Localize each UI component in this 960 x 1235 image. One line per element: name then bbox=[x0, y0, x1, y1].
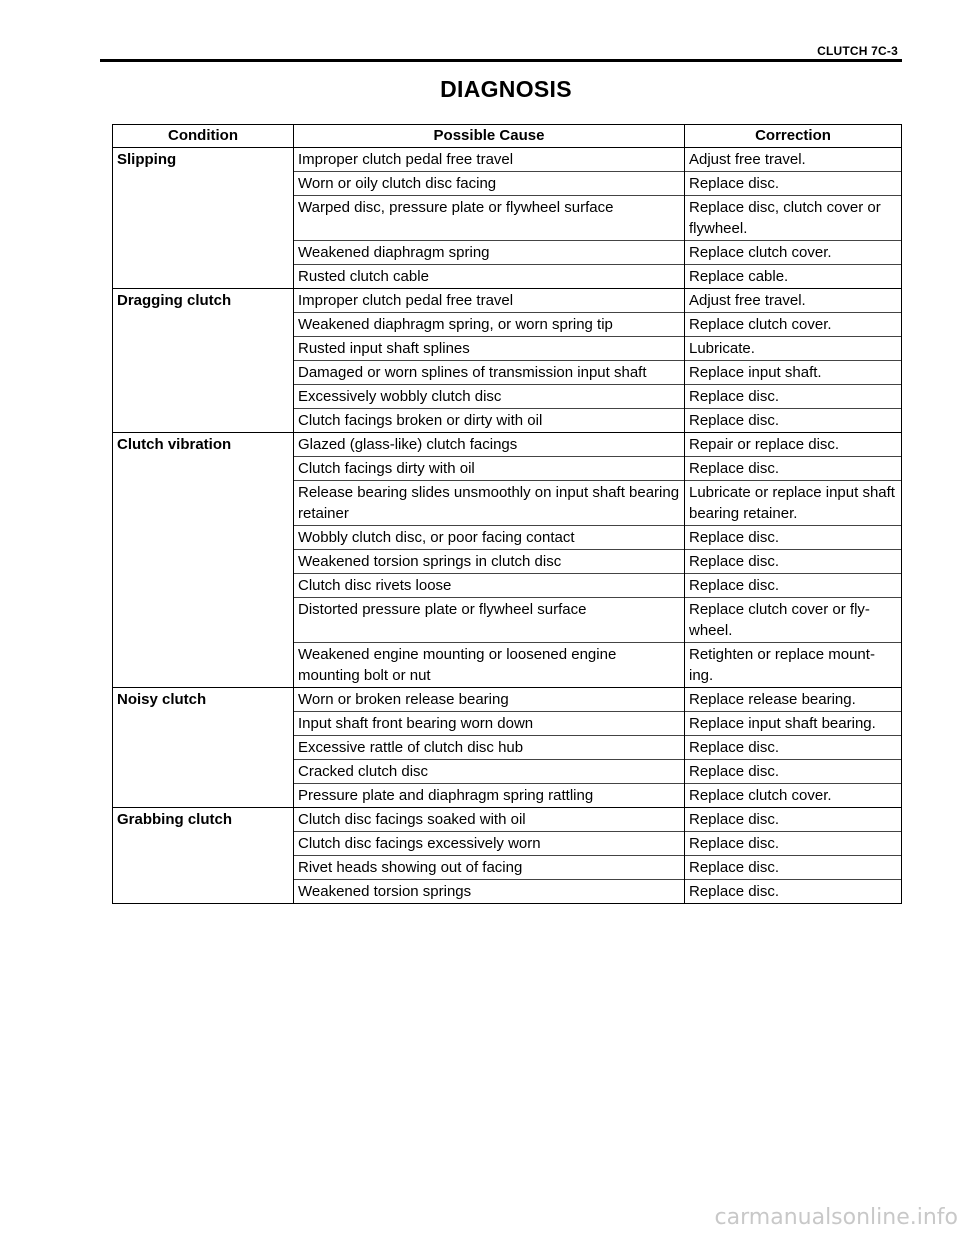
table-row bbox=[113, 148, 902, 172]
condition-cell: Slipping bbox=[113, 148, 294, 289]
correction-cell: Replace clutch cover or fly-wheel. bbox=[685, 598, 902, 643]
cause-cell: Clutch disc facings excessively worn bbox=[294, 832, 685, 856]
correction-cell: Replace disc. bbox=[685, 457, 902, 481]
correction-cell: Replace disc. bbox=[685, 526, 902, 550]
correction-cell: Replace disc. bbox=[685, 409, 902, 433]
cause-cell: Weakened torsion springs in clutch disc bbox=[294, 550, 685, 574]
cause-cell: Weakened torsion springs bbox=[294, 880, 685, 904]
correction-cell: Lubricate or replace input shaft bearing retainer. bbox=[685, 481, 902, 526]
correction-cell: Lubricate. bbox=[685, 337, 902, 361]
cause-cell: Clutch disc facings soaked with oil bbox=[294, 808, 685, 832]
cause-cell: Pressure plate and diaphragm spring rattling bbox=[294, 784, 685, 808]
correction-cell: Replace disc. bbox=[685, 856, 902, 880]
diagnosis-table bbox=[112, 124, 902, 904]
correction-cell: Replace clutch cover. bbox=[685, 241, 902, 265]
correction-cell: Replace disc. bbox=[685, 808, 902, 832]
correction-cell: Adjust free travel. bbox=[685, 289, 902, 313]
header-rule bbox=[100, 59, 902, 62]
table-header-row bbox=[113, 125, 902, 148]
page-title: DIAGNOSIS bbox=[440, 76, 572, 102]
cause-cell: Worn or broken release bearing bbox=[294, 688, 685, 712]
cause-cell: Clutch facings broken or dirty with oil bbox=[294, 409, 685, 433]
cause-cell: Weakened diaphragm spring bbox=[294, 241, 685, 265]
cause-cell: Damaged or worn splines of transmission input shaft bbox=[294, 361, 685, 385]
cause-cell: Release bearing slides unsmoothly on input shaft bearing retainer bbox=[294, 481, 685, 526]
table-row bbox=[113, 289, 902, 313]
cause-cell: Cracked clutch disc bbox=[294, 760, 685, 784]
correction-cell: Replace input shaft. bbox=[685, 361, 902, 385]
cause-cell: Worn or oily clutch disc facing bbox=[294, 172, 685, 196]
cause-cell: Weakened engine mounting or loosened engine mounting bolt or nut bbox=[294, 643, 685, 688]
cause-cell: Clutch facings dirty with oil bbox=[294, 457, 685, 481]
correction-cell: Replace disc. bbox=[685, 574, 902, 598]
cause-cell: Glazed (glass-like) clutch facings bbox=[294, 433, 685, 457]
correction-cell: Replace disc. bbox=[685, 760, 902, 784]
condition-cell: Dragging clutch bbox=[113, 289, 294, 433]
column-header-correction: Correction bbox=[685, 125, 902, 148]
correction-cell: Replace disc. bbox=[685, 736, 902, 760]
cause-cell: Improper clutch pedal free travel bbox=[294, 148, 685, 172]
correction-cell: Replace disc. bbox=[685, 832, 902, 856]
correction-cell: Replace clutch cover. bbox=[685, 784, 902, 808]
correction-cell: Retighten or replace mount-ing. bbox=[685, 643, 902, 688]
correction-cell: Replace clutch cover. bbox=[685, 313, 902, 337]
watermark: carmanualsonline.info bbox=[714, 1205, 958, 1230]
cause-cell: Clutch disc rivets loose bbox=[294, 574, 685, 598]
cause-cell: Warped disc, pressure plate or flywheel surface bbox=[294, 196, 685, 241]
cause-cell: Improper clutch pedal free travel bbox=[294, 289, 685, 313]
column-header-cause: Possible Cause bbox=[294, 125, 685, 148]
condition-cell: Noisy clutch bbox=[113, 688, 294, 808]
cause-cell: Wobbly clutch disc, or poor facing contact bbox=[294, 526, 685, 550]
correction-cell: Replace disc. bbox=[685, 172, 902, 196]
table-row bbox=[113, 433, 902, 457]
cause-cell: Rusted clutch cable bbox=[294, 265, 685, 289]
table-row bbox=[113, 688, 902, 712]
correction-cell: Replace input shaft bearing. bbox=[685, 712, 902, 736]
cause-cell: Weakened diaphragm spring, or worn spring tip bbox=[294, 313, 685, 337]
cause-cell: Distorted pressure plate or flywheel surface bbox=[294, 598, 685, 643]
cause-cell: Excessive rattle of clutch disc hub bbox=[294, 736, 685, 760]
cause-cell: Input shaft front bearing worn down bbox=[294, 712, 685, 736]
table-body bbox=[113, 148, 902, 904]
condition-cell: Clutch vibration bbox=[113, 433, 294, 688]
correction-cell: Replace disc, clutch cover or flywheel. bbox=[685, 196, 902, 241]
running-head: CLUTCH 7C-3 bbox=[817, 44, 898, 58]
cause-cell: Excessively wobbly clutch disc bbox=[294, 385, 685, 409]
condition-cell: Grabbing clutch bbox=[113, 808, 294, 904]
cause-cell: Rivet heads showing out of facing bbox=[294, 856, 685, 880]
cause-cell: Rusted input shaft splines bbox=[294, 337, 685, 361]
correction-cell: Replace release bearing. bbox=[685, 688, 902, 712]
column-header-condition: Condition bbox=[113, 125, 294, 148]
correction-cell: Replace disc. bbox=[685, 385, 902, 409]
table-row bbox=[113, 808, 902, 832]
correction-cell: Replace disc. bbox=[685, 880, 902, 904]
correction-cell: Replace disc. bbox=[685, 550, 902, 574]
correction-cell: Replace cable. bbox=[685, 265, 902, 289]
correction-cell: Adjust free travel. bbox=[685, 148, 902, 172]
correction-cell: Repair or replace disc. bbox=[685, 433, 902, 457]
